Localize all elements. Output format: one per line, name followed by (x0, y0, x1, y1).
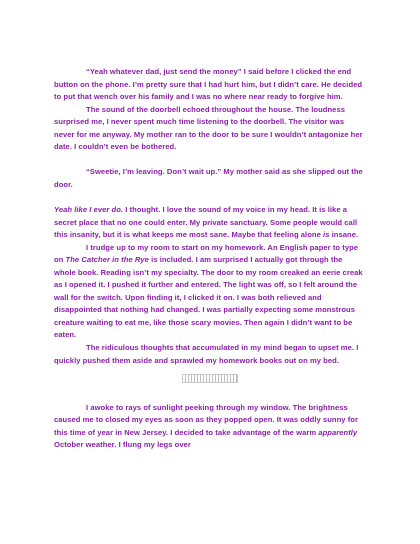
paragraph-homework-room (54, 242, 366, 342)
paragraph-text: I thought. I love the sound of my voice in my head. It is like a secret place that no one could enter. My private sanctuary. Some people would call this insanity, but it is what keeps me most sane. Maybe that feeling alone (54, 205, 358, 240)
italic-book-title: The Catcher in the Rye (65, 255, 149, 265)
paragraph-text: I awoke to rays of sunlight peeking through my window. The brightness caused me to closed my eyes as soon as they popped open. It was oddly sunny for this time of year in New Jersey. I decided to take advantage of the warm (54, 402, 358, 437)
paragraph-phone-call: “Yeah whatever dad, just send the money” I said before I clicked the end button on the phone. I’m pretty sure that I had hurt him, but I didn’t care. He decided to put that wench over his family and I was no where near ready to forgive him. (54, 67, 363, 102)
scene-break-row (54, 367, 366, 389)
paragraph-spacer (54, 389, 366, 402)
italic-emphasis: is (323, 230, 330, 240)
paragraph-text: October weather. I flung my legs over (54, 440, 191, 450)
paragraph-inner-thoughts (54, 204, 366, 242)
paragraph-doorbell: The sound of the doorbell echoed throughout the house. The loudness surprised me, I never spent much time listening to the doorbell. The visitor was never for me anyway. My mother ran to the door to be sure I wouldn’t antagonize her date. I couldn’t even be bothered. (54, 104, 363, 152)
paragraph-text: I trudge up to my room to start on my homework. An English paper to type on (54, 242, 359, 265)
paragraph-mother-leaving: “Sweetie, I’m leaving. Don’t wait up.” My mother said as she slipped out the door. (54, 167, 363, 189)
paragraph-spacer (54, 191, 366, 204)
paragraph-text: is included. I am surprised I actually got through the whole book. Reading isn’t my specialty. The door to my room creaked an eerie creak as I opened it. I pushed it further and entered. The light was off, so I felt around the wall for the switch. Upon finding it, I clicked it on. I was both relieved and disappointed that nothing had changed. I was partially expecting some monstrous creature waiting to eat me, like those scary movies. Then again I didn’t want to be eaten. (54, 255, 363, 340)
italic-emphasis: apparently (318, 427, 358, 437)
scene-break-ornament (182, 374, 238, 383)
italic-thought: Yeah like I ever do. (54, 205, 124, 215)
paragraph-morning (54, 402, 366, 452)
paragraph-spacer (54, 154, 366, 167)
paragraph-ridiculous-thoughts: The ridiculous thoughts that accumulated in my mind began to upset me. I quickly pushed them aside and sprawled my homework books out on my bed. (54, 343, 359, 365)
paragraph-text: insane. (329, 230, 359, 240)
